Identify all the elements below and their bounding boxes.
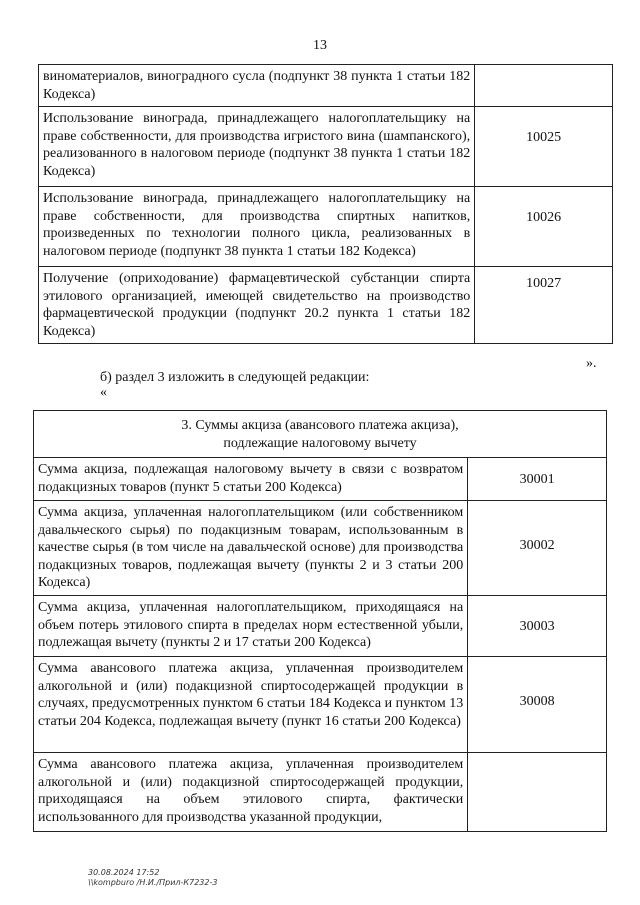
row-description: виноматериалов, виноградного сусла (подпункт 38 пункта 1 статьи 182 Кодекса) bbox=[39, 65, 475, 107]
closing-quote: ». bbox=[586, 356, 597, 371]
footer-datetime: 30.08.2024 17:52 bbox=[88, 868, 160, 877]
row-description: Сумма акциза, уплаченная налогоплательщиком (или собственником давальческого сырья) по подакцизным товарам, использованным в качестве сырья (в том числе на давальческой основе) для производства подакцизных товаров, подлежащая вычету (пункты 2 и 3 статьи 200 Кодекса) bbox=[34, 501, 468, 596]
section-title: 3. Суммы акциза (авансового платежа акциза), подлежащие налоговому вычету bbox=[181, 418, 459, 451]
section-header bbox=[34, 411, 607, 458]
row-code: 30001 bbox=[468, 458, 607, 501]
table-row bbox=[34, 501, 607, 596]
instruction-text: б) раздел 3 изложить в следующей редакции: bbox=[100, 370, 370, 385]
excise-codes-table-section-3 bbox=[33, 410, 607, 832]
excise-codes-table-1 bbox=[38, 64, 613, 344]
row-code: 10027 bbox=[475, 267, 613, 344]
row-description: Сумма авансового платежа акциза, уплаченная производителем алкогольной и (или) подакцизной спиртосодержащей продукции в случаях, предусмотренных пунктом 6 статьи 184 Кодекса и пунктом 13 статьи 204 Кодекса, подлежащая вычету (пункт 16 статьи 200 Кодекса) bbox=[34, 657, 468, 753]
row-code: 30008 bbox=[468, 657, 607, 753]
table-row bbox=[39, 267, 613, 344]
page-number: 13 bbox=[313, 38, 327, 53]
row-code bbox=[468, 753, 607, 832]
table-row bbox=[39, 107, 613, 187]
row-description: Использование винограда, принадлежащего налогоплательщику на праве собственности, для производства спиртных напитков, произведенных по технологии полного цикла, реализованных в налоговом периоде (подпункт 38 пункта 1 статьи 182 Кодекса) bbox=[39, 187, 475, 267]
table-row bbox=[39, 65, 613, 107]
row-description: Сумма акциза, уплаченная налогоплательщиком, приходящаяся на объем потерь этилового спирта в пределах норм естественной убыли, подлежащая вычету (пункты 2 и 17 статьи 200 Кодекса) bbox=[34, 596, 468, 657]
table-row bbox=[34, 458, 607, 501]
row-description: Получение (оприходование) фармацевтической субстанции спирта этилового организацией, имеющей свидетельство на производство фармацевтической продукции (подпункт 20.2 пункта 1 статьи 182 Кодекса) bbox=[39, 267, 475, 344]
row-code: 10026 bbox=[475, 187, 613, 267]
table-header-row bbox=[34, 411, 607, 458]
row-description: Сумма акциза, подлежащая налоговому вычету в связи с возвратом подакцизных товаров (пункт 5 статьи 200 Кодекса) bbox=[34, 458, 468, 501]
footer-file-ref: \\kompburo /Н.И./Прил-К7232-3 bbox=[88, 878, 218, 887]
opening-quote: « bbox=[100, 385, 107, 400]
row-description: Сумма авансового платежа акциза, уплаченная производителем алкогольной и (или) подакцизной спиртосодержащей продукции, приходящаяся на объем этилового спирта, фактически использованного для производства указанной продукции, bbox=[34, 753, 468, 832]
table-row bbox=[39, 187, 613, 267]
row-code: 30002 bbox=[468, 501, 607, 596]
table-row bbox=[34, 753, 607, 832]
row-code: 10025 bbox=[475, 107, 613, 187]
row-description: Использование винограда, принадлежащего налогоплательщику на праве собственности, для производства игристого вина (шампанского), реализованного в налоговом периоде (подпункт 38 пункта 1 статьи 182 Кодекса) bbox=[39, 107, 475, 187]
table-row bbox=[34, 657, 607, 753]
row-code bbox=[475, 65, 613, 107]
row-code: 30003 bbox=[468, 596, 607, 657]
table-row bbox=[34, 596, 607, 657]
